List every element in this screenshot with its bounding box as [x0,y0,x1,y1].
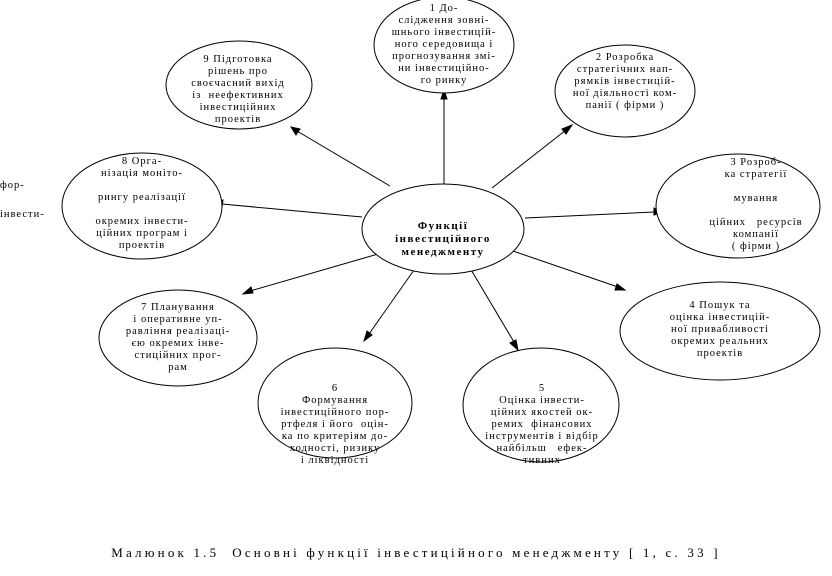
function-label-4: 4 Пошук та оцінка інвестицій- ної привабливості окремих реальних проектів [669,300,771,359]
arrowhead-4 [615,284,625,290]
function-label-7: 7 Планування і оперативне уп- равління реалізаці- єю окремих інве- стиційних прог- рам [125,302,231,373]
connector-9 [297,131,390,186]
stray-text-1: фор- [0,180,25,191]
function-label-8: 8 Орга- нізація моніто- рингу реалізації окремих інвести- ційних програм і проектів [95,156,189,251]
figure-caption: Малюнок 1.5 Основні функції інвестиційного менеджменту [ 1, с. 33 ] [111,545,721,560]
connector-2 [492,130,566,188]
function-label-6: 6 Формування інвестиційного пор- ртфеля і його оцін- ка по критеріям до- ходності, ризику і ліквідності [280,383,390,466]
function-label-2: 2 Розробка стратегічних нап- рямків інвестицій- ної діяльності ком- панії ( фірми ) [572,52,678,111]
function-label-1: 1 До- слідження зовні- шнього інвестицій- ного середовища і прогнозування змі- ни інвестиційно- го ринку [391,3,497,86]
arrowhead-6 [364,331,372,341]
connector-8 [222,204,362,217]
connector-6 [369,270,414,334]
connector-5 [470,268,514,342]
connector-4 [510,250,618,287]
arrowhead-7 [243,287,253,294]
arrowhead-9 [291,127,300,135]
function-label-9: 9 Підготовка рішень про своєчасний вихід із неефективних інвестиційних проектів [191,54,285,125]
arrowhead-5 [510,340,518,350]
function-label-3: 3 Розроб- ка стратегії мування ційних ресурсів компанії ( фірми ) [709,157,803,252]
center-label: Функції інвестиційного менеджменту [395,220,491,258]
stray-text-2: інвести- [0,209,45,220]
connector-7 [250,254,378,291]
connector-3 [525,212,655,218]
function-label-5: 5 Оцінка інвести- ційних якостей ок- ремих фінансових інструментів і відбір найбільш ефек- тивних [485,383,599,466]
arrowhead-2 [562,125,572,134]
